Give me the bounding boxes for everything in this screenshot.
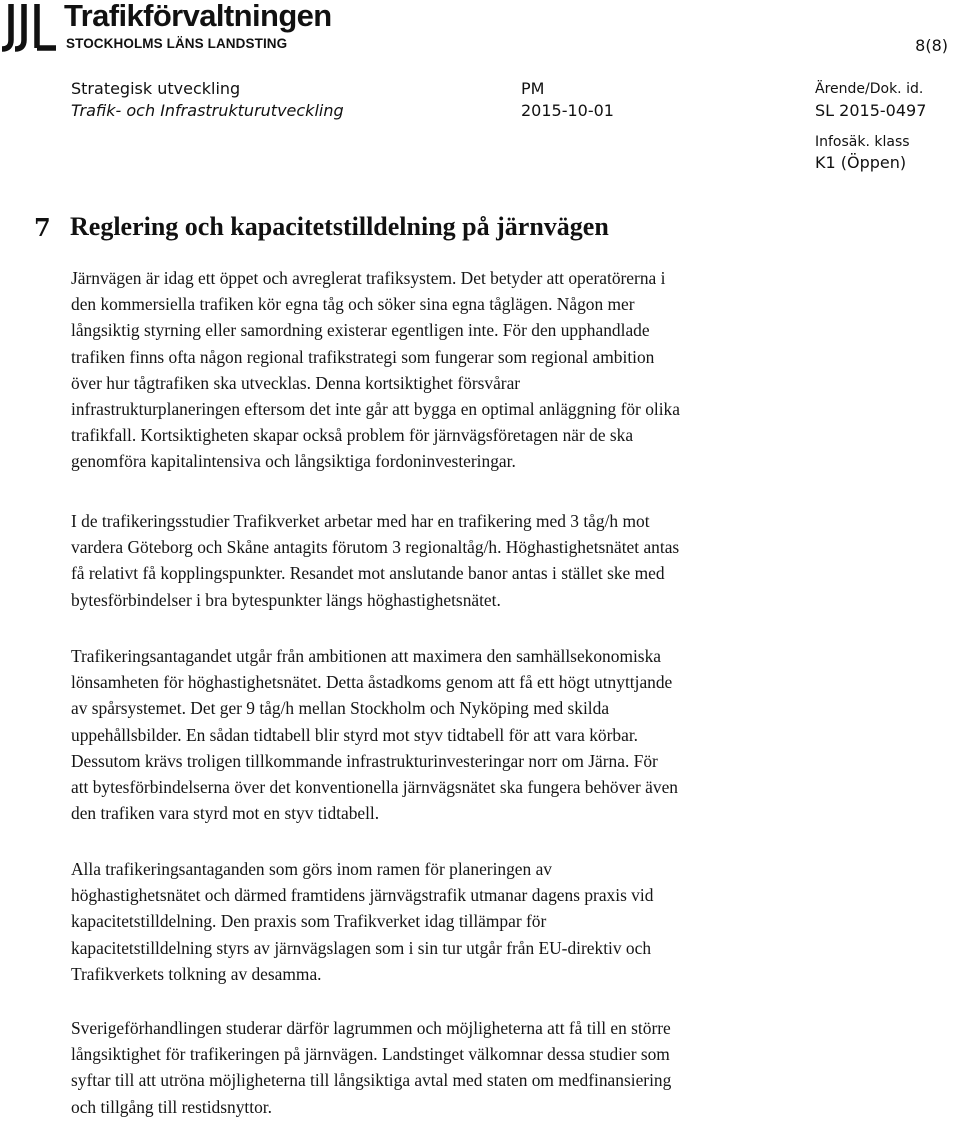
text-line: den kommersiella trafiken kör egna tåg och söker sina egna tåglägen. Någon mer bbox=[71, 294, 635, 315]
text-line: och tillgång till restidsnyttor. bbox=[71, 1096, 272, 1117]
paragraph-4 bbox=[71, 856, 831, 987]
section-title: Reglering och kapacitetstilldelning på järnvägen bbox=[70, 212, 609, 241]
text-line: uppehållsbilder. En sådan tidtabell blir styrd mot styv tidtabell för att vara körbar. bbox=[71, 724, 638, 745]
text-line: kapacitetstilldelning styrs av järnvägslagen som i sin tur utgår från EU-direktiv och bbox=[71, 937, 652, 958]
text-line: Trafikeringsantagandet utgår från ambitionen att maximera den samhällsekonomiska bbox=[71, 646, 661, 666]
text-line: I de trafikeringsstudier Trafikverket arbetar med har en trafikering med 3 tåg/h mot bbox=[71, 511, 650, 531]
security-class-label: Infosäk. klass bbox=[815, 134, 910, 150]
text-line: Trafikverkets tolkning av desamma. bbox=[71, 963, 322, 984]
text-line: kapacitetstilldelning. Den praxis som Trafikverket idag tillämpar för bbox=[71, 911, 547, 932]
text-line: trafiken finns ofta någon regional trafikstrategi som fungerar som regional ambition bbox=[71, 346, 655, 367]
security-class-value: K1 (Öppen) bbox=[815, 153, 907, 172]
text-line: Järnvägen är idag ett öppet och avreglerat trafiksystem. Det betyder att operatörerna i bbox=[71, 268, 666, 288]
organization-logo bbox=[0, 0, 330, 54]
text-line: Alla trafikeringsantaganden som görs inom ramen för planeringen av bbox=[71, 859, 552, 879]
logo-mark-icon bbox=[2, 2, 58, 52]
organization-subtitle: STOCKHOLMS LÄNS LANDSTING bbox=[66, 36, 288, 51]
paragraph-1 bbox=[71, 265, 831, 475]
case-id-label: Ärende/Dok. id. bbox=[815, 81, 924, 97]
text-line: Dessutom krävs troligen tillkommande infrastrukturinvesteringar norr om Järna. För bbox=[71, 750, 658, 771]
paragraph-2 bbox=[71, 508, 831, 613]
text-line: genomföra kapitalintensiva och långsiktiga fordoninvesteringar. bbox=[71, 451, 516, 472]
text-line: vardera Göteborg och Skåne antagits förutom 3 regionaltåg/h. Höghastighetsnätet antas bbox=[71, 537, 680, 558]
department-name: Strategisk utveckling bbox=[71, 79, 241, 98]
section-number: 7 bbox=[34, 213, 51, 242]
organization-name: Trafikförvaltningen bbox=[64, 0, 332, 33]
text-line: få relativt få kopplingspunkter. Resandet mot anslutande banor antas i stället ske med bbox=[71, 563, 665, 584]
text-line: syftar till att utröna möjligheterna till långsiktiga avtal med staten om medfinansiering bbox=[71, 1070, 672, 1091]
unit-name: Trafik- och Infrastrukturutveckling bbox=[71, 101, 344, 120]
paragraph-3 bbox=[71, 643, 831, 826]
text-line: bytesförbindelser i bra bytespunkter längs höghastighetsnätet. bbox=[71, 589, 501, 610]
text-line: höghastighetsnätet och därmed framtidens järnvägstrafik utmanar dagens praxis vid bbox=[71, 885, 654, 906]
paragraph-5 bbox=[71, 1015, 831, 1120]
text-line: långsiktig styrning eller samordning existerar egentligen inte. För den upphandlade bbox=[71, 320, 650, 341]
case-id-value: SL 2015-0497 bbox=[815, 101, 927, 120]
text-line: den trafiken vara styrd mot en styv tidtabell. bbox=[71, 803, 380, 824]
text-line: av spårsystemet. Det ger 9 tåg/h mellan Stockholm och Nyköping med skilda bbox=[71, 698, 610, 719]
text-line: lönsamheten för höghastighetsnätet. Detta åstadkoms genom att få ett högt utnyttjande bbox=[71, 672, 673, 693]
text-line: trafikfall. Kortsiktigheten skapar också problem för järnvägsföretagen när de ska bbox=[71, 425, 634, 446]
text-line: över hur tågtrafiken ska utvecklas. Denna kortsiktighet försvårar bbox=[71, 372, 521, 393]
document-type: PM bbox=[521, 79, 545, 98]
text-line: Sverigeförhandlingen studerar därför lagrummen och möjligheterna att få till en större bbox=[71, 1018, 671, 1038]
page-number: 8(8) bbox=[915, 36, 948, 55]
document-date: 2015-10-01 bbox=[521, 101, 614, 120]
text-line: att bytesförbindelserna över det konventionella järnvägsnätet ska fungera behöver även bbox=[71, 777, 678, 798]
text-line: infrastrukturplaneringen eftersom det inte går att bygga en optimal anläggning för olika bbox=[71, 399, 680, 420]
text-line: långsiktighet för trafikeringen på järnvägen. Landstinget välkomnar dessa studier som bbox=[71, 1044, 670, 1065]
